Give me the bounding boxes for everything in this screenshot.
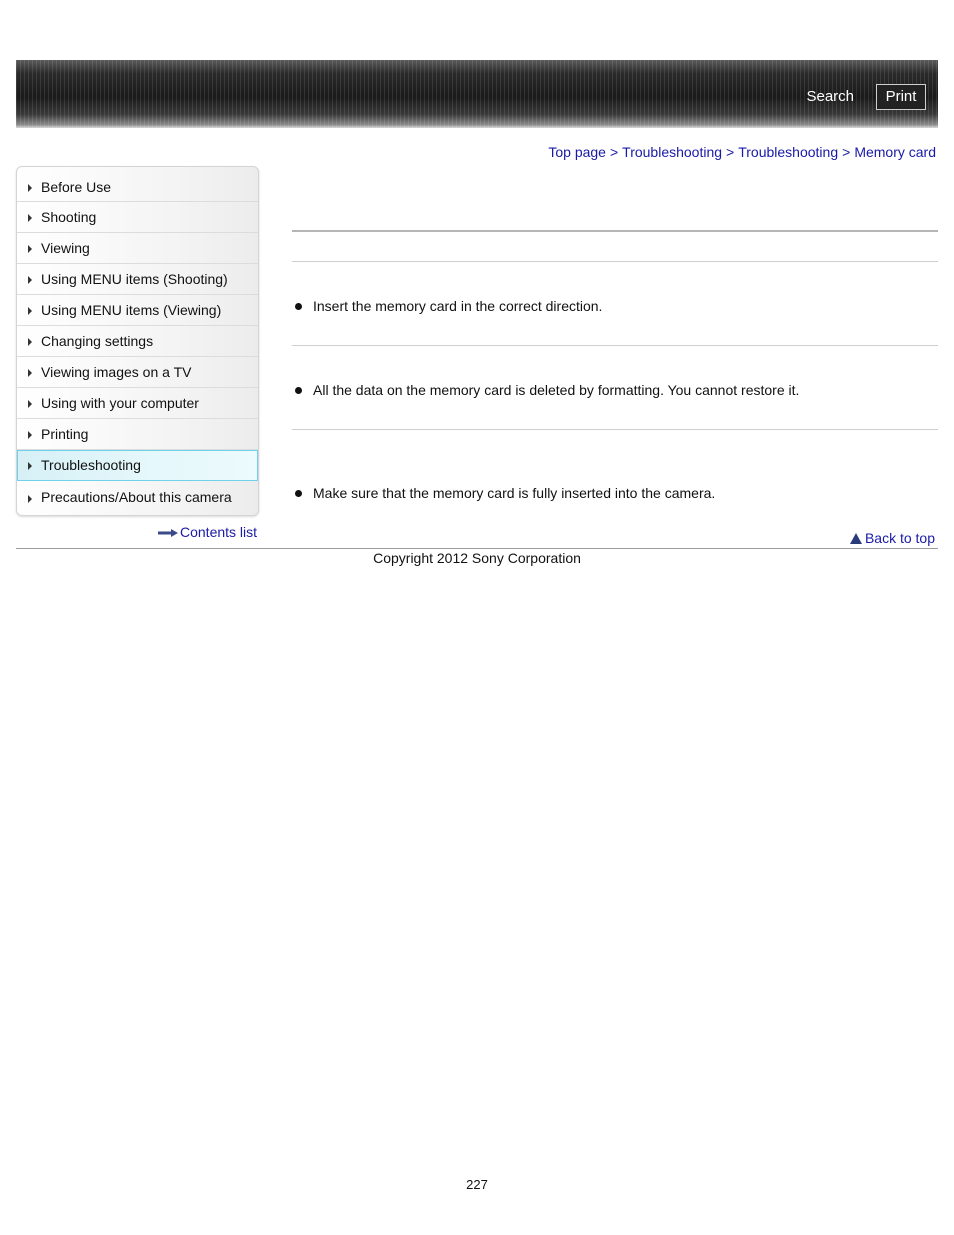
- bullet-text: All the data on the memory card is deleted by formatting. You cannot restore it.: [313, 382, 800, 398]
- back-to-top-label: Back to top: [864, 530, 935, 546]
- back-to-top-link[interactable]: [850, 530, 935, 546]
- bullet-text: Insert the memory card in the correct direction.: [313, 298, 603, 314]
- chevron-right-icon: [28, 214, 32, 222]
- bullet-icon: [295, 387, 302, 394]
- sidebar-item-menu-shooting[interactable]: [17, 264, 258, 295]
- chevron-right-icon: [28, 462, 32, 470]
- sidebar-item-label: Troubleshooting: [41, 457, 141, 473]
- sidebar-item-troubleshooting[interactable]: [17, 450, 258, 481]
- chevron-right-icon: [28, 431, 32, 439]
- page-number: 227: [466, 1177, 488, 1192]
- list-item: [295, 298, 602, 314]
- sidebar-item-viewing[interactable]: [17, 233, 258, 264]
- sidebar-item-before-use[interactable]: [17, 167, 258, 202]
- sidebar-item-precautions[interactable]: [17, 481, 258, 515]
- sidebar-item-shooting[interactable]: [17, 202, 258, 233]
- breadcrumb-separator: >: [842, 144, 851, 160]
- contents-list-link[interactable]: [158, 524, 257, 540]
- breadcrumb-separator: >: [726, 144, 735, 160]
- chevron-right-icon: [28, 184, 32, 192]
- sidebar-item-label: Shooting: [41, 209, 97, 225]
- arrow-up-icon: [850, 533, 862, 544]
- sidebar-item-label: Precautions/About this camera: [41, 489, 232, 505]
- chevron-right-icon: [28, 369, 32, 377]
- arrow-right-icon: [158, 529, 178, 537]
- chevron-right-icon: [28, 495, 32, 503]
- sidebar-item-changing-settings[interactable]: [17, 326, 258, 357]
- chevron-right-icon: [28, 338, 32, 346]
- sidebar-item-label: Using MENU items (Viewing): [41, 302, 222, 318]
- sidebar-nav: [16, 166, 259, 516]
- sidebar-item-viewing-tv[interactable]: [17, 357, 258, 388]
- print-button[interactable]: Print: [876, 84, 926, 110]
- section-divider: [292, 429, 938, 430]
- sidebar-item-label: Changing settings: [41, 333, 154, 349]
- section-divider: [292, 261, 938, 262]
- copyright-text: [0, 550, 954, 566]
- bullet-text: Make sure that the memory card is fully inserted into the camera.: [313, 485, 716, 501]
- sidebar-item-label: Using MENU items (Shooting): [41, 271, 228, 287]
- search-link[interactable]: Search: [806, 88, 854, 105]
- contents-list-label: Contents list: [180, 524, 258, 540]
- list-item: [295, 485, 715, 501]
- section-divider: [292, 345, 938, 346]
- chevron-right-icon: [28, 307, 32, 315]
- sidebar-item-label: Printing: [41, 426, 89, 442]
- footer-divider: [16, 548, 938, 549]
- bullet-icon: [295, 490, 302, 497]
- sidebar-item-label: Viewing images on a TV: [41, 364, 192, 380]
- breadcrumb-top-page[interactable]: Top page: [548, 144, 606, 160]
- sidebar-item-menu-viewing[interactable]: [17, 295, 258, 326]
- sidebar-item-label: Viewing: [41, 240, 90, 256]
- breadcrumb-troubleshooting-2[interactable]: Troubleshooting: [738, 144, 839, 160]
- bullet-icon: [295, 303, 302, 310]
- chevron-right-icon: [28, 276, 32, 284]
- sidebar-item-label: Using with your computer: [41, 395, 199, 411]
- list-item: [295, 382, 799, 398]
- title-divider: [292, 230, 938, 232]
- breadcrumb-separator: >: [609, 144, 619, 160]
- copyright-label: Copyright 2012 Sony Corporation: [373, 550, 581, 566]
- breadcrumb-troubleshooting-1[interactable]: Troubleshooting: [622, 144, 723, 160]
- breadcrumb-memory-card[interactable]: Memory card: [854, 144, 936, 160]
- sidebar-item-computer[interactable]: [17, 388, 258, 419]
- chevron-right-icon: [28, 400, 32, 408]
- sidebar-item-label: Before Use: [41, 179, 112, 195]
- chevron-right-icon: [28, 245, 32, 253]
- breadcrumb: [548, 144, 936, 160]
- header-bar: [16, 60, 938, 128]
- sidebar-item-printing[interactable]: [17, 419, 258, 450]
